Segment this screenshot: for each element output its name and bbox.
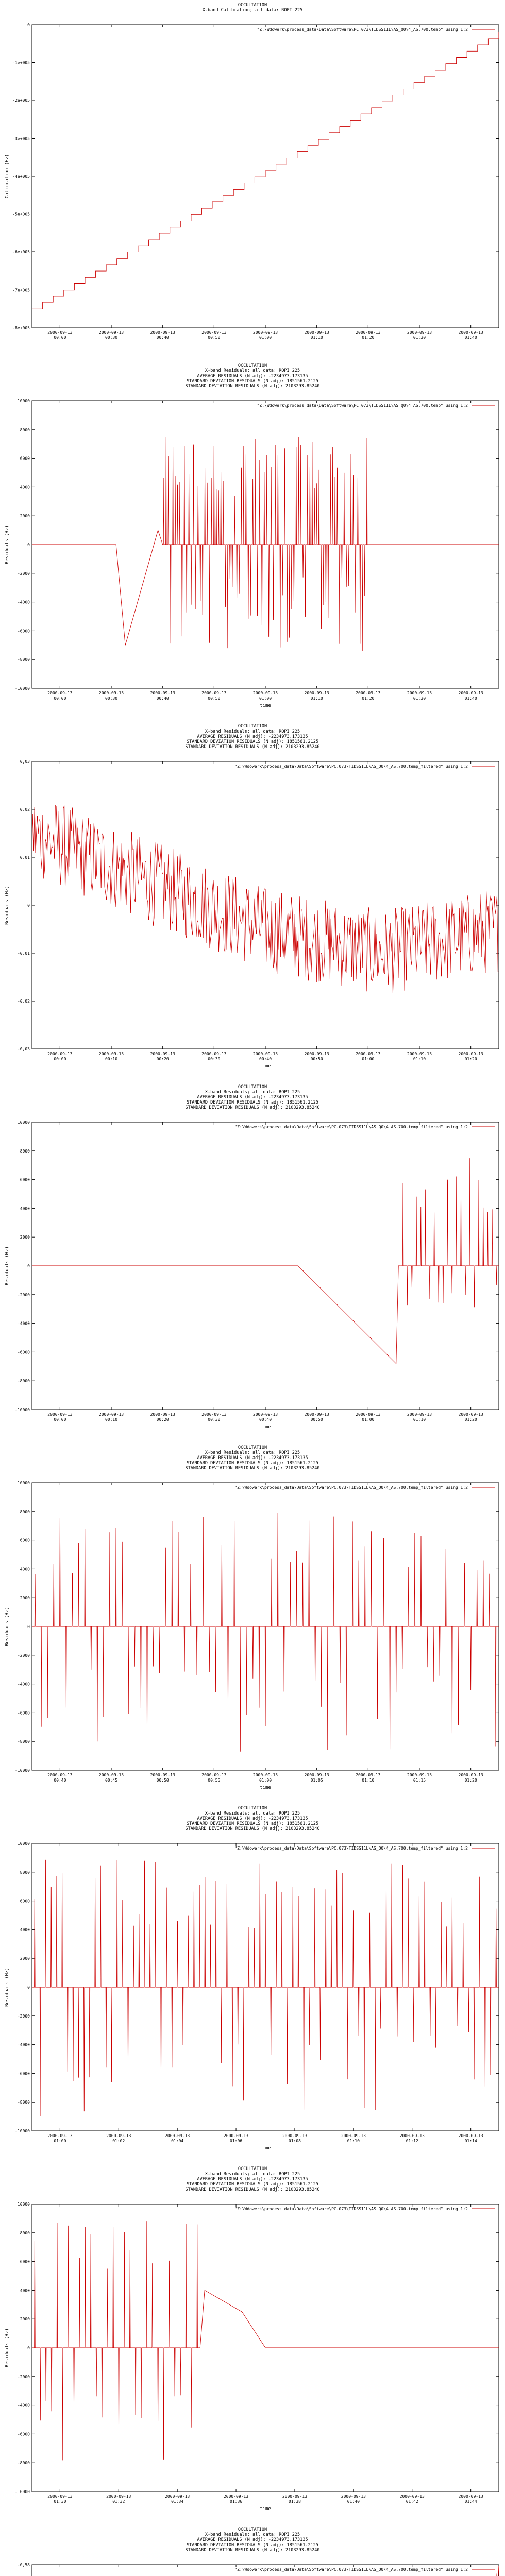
- y-tick-label: -4e+005: [12, 174, 30, 179]
- chart-title-line: X-band Residuals; all data: ROPI 225: [205, 2172, 300, 2177]
- legend-label: "Z:\Wdowerk\process_data\Data\Software\PC.073\TIDSS11L\AS_Q0\4_AS.700.temp_filtered" using 1:2: [234, 764, 468, 769]
- x-tick-label: 00:40: [156, 335, 169, 340]
- y-axis-label: Residuals (Hz): [5, 886, 10, 925]
- x-tick-label: 01:02: [112, 2139, 125, 2143]
- x-tick-label: 01:14: [464, 2139, 477, 2143]
- y-tick-label: 0: [27, 1985, 30, 1990]
- chart-title-line: AVERAGE RESIDUALS (N adj): -2234973.173135: [197, 1455, 308, 1461]
- chart-title-line: X-band Calibration; all data: ROPI 225: [202, 8, 303, 13]
- y-tick-label: -4000: [17, 1682, 30, 1687]
- x-tick-label: 2000-09-13: [304, 691, 329, 696]
- x-tick-label: 2000-09-13: [458, 1773, 483, 1777]
- data-series-line: [32, 1266, 401, 1364]
- y-tick-label: 4000: [20, 485, 30, 490]
- y-tick-label: -8e+005: [12, 326, 30, 330]
- x-tick-label: 2000-09-13: [407, 691, 432, 696]
- x-tick-label: 2000-09-13: [47, 1773, 73, 1777]
- x-tick-label: 00:30: [105, 696, 118, 701]
- chart-title-line: OCCULTATION: [238, 2527, 267, 2532]
- chart-title-line: OCCULTATION: [238, 1084, 267, 1090]
- x-tick-label: 01:34: [171, 2499, 184, 2504]
- x-tick-label: 2000-09-13: [47, 2133, 73, 2138]
- chart-title-line: STANDARD DEVIATION RESIDUALS (N adj): 2103293.85240: [185, 1105, 320, 1110]
- y-tick-label: 4000: [20, 1927, 30, 1933]
- chart-title-line: X-band Residuals; all data: ROPI 225: [205, 368, 300, 374]
- x-tick-label: 01:38: [288, 2499, 301, 2504]
- x-tick-label: 01:20: [464, 1778, 477, 1783]
- y-tick-label: 0: [27, 543, 30, 547]
- chart-title-line: STANDARD DEVIATION RESIDUALS (N adj): 1851561.2125: [187, 379, 318, 384]
- y-tick-label: 10000: [17, 1481, 30, 1485]
- y-tick-label: -0,01: [17, 951, 30, 956]
- x-tick-label: 2000-09-13: [106, 2133, 131, 2138]
- y-tick-label: -0,03: [17, 1047, 30, 1052]
- x-tick-label: 2000-09-13: [201, 1412, 227, 1417]
- x-tick-label: 01:00: [54, 2139, 66, 2143]
- x-tick-label: 2000-09-13: [304, 1773, 329, 1777]
- x-tick-label: 01:40: [464, 335, 477, 340]
- y-tick-label: -8000: [17, 1739, 30, 1744]
- chart-panel-1: [5, 3, 499, 340]
- chart-panel-2: [5, 363, 499, 708]
- chart-title-line: OCCULTATION: [238, 1445, 267, 1450]
- chart-title-line: STANDARD DEVIATION RESIDUALS (N adj): 2103293.85240: [185, 2548, 320, 2553]
- y-tick-label: -0,58: [17, 2563, 30, 2567]
- y-axis-label: Residuals (Hz): [5, 2328, 10, 2367]
- x-tick-label: 01:05: [310, 1778, 323, 1783]
- x-tick-label: 01:08: [288, 2139, 301, 2143]
- x-tick-label: 01:00: [259, 1778, 272, 1783]
- x-tick-label: 2000-09-13: [458, 2133, 483, 2138]
- x-tick-label: 00:50: [208, 696, 221, 701]
- y-tick-label: -8000: [17, 657, 30, 663]
- chart-title-line: STANDARD DEVIATION RESIDUALS (N adj): 2103293.85240: [185, 2187, 320, 2192]
- y-tick-label: -4000: [17, 1321, 30, 1326]
- chart-title-line: STANDARD DEVIATION RESIDUALS (N adj): 1851561.2125: [187, 739, 318, 744]
- chart-title-line: AVERAGE RESIDUALS (N adj): -2234973.173135: [197, 734, 308, 739]
- legend-label: "Z:\Wdowerk\process_data\Data\Software\PC.073\TIDSS11L\AS_Q0\4_AS.700.temp_filtered" using 1:2: [234, 1485, 468, 1490]
- y-tick-label: 8000: [20, 1870, 30, 1875]
- chart-title-line: OCCULTATION: [238, 3, 267, 8]
- x-tick-label: 2000-09-13: [47, 1052, 73, 1056]
- y-tick-label: 0,02: [20, 807, 30, 812]
- x-tick-label: 00:00: [54, 335, 66, 340]
- x-axis-label: time: [260, 1785, 271, 1790]
- x-tick-label: 2000-09-13: [407, 1412, 432, 1417]
- y-tick-label: -10000: [15, 686, 30, 691]
- y-tick-label: 0: [27, 903, 30, 908]
- series-group: [32, 2221, 499, 2460]
- y-axis-label: Calibration (Hz): [5, 154, 10, 199]
- x-tick-label: 2000-09-13: [201, 1052, 227, 1056]
- x-tick-label: 01:12: [406, 2139, 418, 2143]
- y-tick-label: 0: [27, 23, 30, 27]
- x-tick-label: 2000-09-13: [47, 2494, 73, 2499]
- x-tick-label: 00:40: [54, 1778, 66, 1783]
- series-group: [32, 1860, 499, 2116]
- series-group: [32, 1513, 499, 1752]
- y-tick-label: 6000: [20, 1899, 30, 1904]
- data-series-line: [32, 806, 499, 993]
- x-tick-label: 2000-09-13: [458, 1052, 483, 1056]
- x-tick-label: 00:40: [259, 1057, 272, 1061]
- x-tick-label: 2000-09-13: [282, 2133, 308, 2138]
- x-tick-label: 2000-09-13: [356, 1052, 381, 1056]
- x-tick-label: 01:36: [230, 2499, 243, 2504]
- x-tick-label: 01:20: [464, 1057, 477, 1061]
- y-tick-label: -6000: [17, 2071, 30, 2076]
- x-tick-label: 2000-09-13: [150, 330, 175, 335]
- chart-title-line: AVERAGE RESIDUALS (N adj): -2234973.173135: [197, 2537, 308, 2543]
- x-tick-label: 01:40: [464, 696, 477, 701]
- chart-panel-6: [5, 1806, 499, 2151]
- y-tick-label: -2000: [17, 1653, 30, 1658]
- x-tick-label: 01:10: [413, 1417, 426, 1422]
- x-tick-label: 2000-09-13: [252, 330, 278, 335]
- chart-title-line: OCCULTATION: [238, 724, 267, 729]
- y-tick-label: 0: [27, 1264, 30, 1268]
- y-axis-label: Residuals (Hz): [5, 525, 10, 564]
- y-axis-label: Residuals (Hz): [5, 1968, 10, 2007]
- legend-label: "Z:\Wdowerk\process_data\Data\Software\PC.073\TIDSS11L\AS_Q0\4_AS.700.temp_filtered" using 1:2: [234, 2567, 468, 2572]
- y-tick-label: 8000: [20, 2230, 30, 2235]
- x-tick-label: 00:30: [208, 1417, 221, 1422]
- x-tick-label: 01:00: [362, 1057, 375, 1061]
- chart-title-line: STANDARD DEVIATION RESIDUALS (N adj): 1851561.2125: [187, 1821, 318, 1826]
- x-tick-label: 00:40: [156, 696, 169, 701]
- y-tick-label: 10000: [17, 399, 30, 403]
- x-tick-label: 2000-09-13: [252, 691, 278, 696]
- x-tick-label: 01:10: [310, 696, 323, 701]
- chart-title-line: STANDARD DEVIATION RESIDUALS (N adj): 2103293.85240: [185, 1826, 320, 1832]
- y-tick-label: 0: [27, 2346, 30, 2350]
- x-tick-label: 2000-09-13: [282, 2494, 308, 2499]
- x-axis-label: time: [260, 703, 271, 708]
- chart-title-line: STANDARD DEVIATION RESIDUALS (N adj): 2103293.85240: [185, 744, 320, 750]
- chart-title-line: X-band Residuals; all data: ROPI 225: [205, 729, 300, 734]
- x-axis-label: time: [260, 1425, 271, 1430]
- y-tick-label: -1e+005: [12, 60, 30, 65]
- x-axis-label: time: [260, 1064, 271, 1069]
- y-tick-label: 8000: [20, 1509, 30, 1514]
- x-tick-label: 2000-09-13: [356, 330, 381, 335]
- y-tick-label: 4000: [20, 1567, 30, 1572]
- x-tick-label: 2000-09-13: [399, 2133, 425, 2138]
- x-tick-label: 2000-09-13: [399, 2494, 425, 2499]
- x-axis-label: time: [260, 2506, 271, 2512]
- y-tick-label: 0,03: [20, 759, 30, 764]
- x-tick-label: 2000-09-13: [165, 2494, 190, 2499]
- chart-title-line: X-band Residuals; all data: ROPI 225: [205, 1811, 300, 1816]
- x-tick-label: 2000-09-13: [98, 691, 124, 696]
- y-tick-label: 6000: [20, 1177, 30, 1182]
- chart-panel-5: [5, 1445, 499, 1790]
- chart-title-line: STANDARD DEVIATION RESIDUALS (N adj): 2103293.85240: [185, 384, 320, 389]
- y-tick-label: -4000: [17, 2403, 30, 2408]
- x-tick-label: 2000-09-13: [47, 1412, 73, 1417]
- y-tick-label: 8000: [20, 427, 30, 432]
- x-tick-label: 2000-09-13: [356, 691, 381, 696]
- y-tick-label: -3e+005: [12, 136, 30, 141]
- legend-label: "Z:\Wdowerk\process_data\Data\Software\PC.073\TIDSS11L\AS_Q0\4_AS.700.temp" using 1:2: [257, 27, 468, 32]
- x-tick-label: 2000-09-13: [356, 1773, 381, 1777]
- chart-title-line: X-band Residuals; all data: ROPI 225: [205, 1450, 300, 1455]
- x-tick-label: 00:50: [310, 1417, 323, 1422]
- y-tick-label: -2000: [17, 571, 30, 576]
- y-tick-label: 2000: [20, 2317, 30, 2322]
- chart-title-line: STANDARD DEVIATION RESIDUALS (N adj): 1851561.2125: [187, 1461, 318, 1466]
- legend-label: "Z:\Wdowerk\process_data\Data\Software\PC.073\TIDSS11L\AS_Q0\4_AS.700.temp_filtered" using 1:2: [234, 1125, 468, 1129]
- x-tick-label: 2000-09-13: [356, 1412, 381, 1417]
- x-tick-label: 2000-09-13: [47, 330, 73, 335]
- x-tick-label: 00:20: [156, 1417, 169, 1422]
- chart-title-line: STANDARD DEVIATION RESIDUALS (N adj): 1851561.2125: [187, 2543, 318, 2548]
- x-tick-label: 2000-09-13: [150, 1052, 175, 1056]
- x-tick-label: 01:32: [112, 2499, 125, 2504]
- x-tick-label: 01:10: [347, 2139, 360, 2143]
- x-tick-label: 2000-09-13: [304, 1052, 329, 1056]
- x-tick-label: 2000-09-13: [201, 691, 227, 696]
- x-tick-label: 2000-09-13: [201, 330, 227, 335]
- x-tick-label: 2000-09-13: [252, 1052, 278, 1056]
- data-series-line: [401, 1158, 499, 1307]
- x-tick-label: 00:00: [54, 1057, 66, 1061]
- y-tick-label: 6000: [20, 2259, 30, 2264]
- x-tick-label: 00:30: [208, 1057, 221, 1061]
- chart-title-line: STANDARD DEVIATION RESIDUALS (N adj): 1851561.2125: [187, 2182, 318, 2187]
- x-tick-label: 2000-09-13: [304, 330, 329, 335]
- data-series-line: [163, 437, 368, 651]
- data-series-line: [32, 2221, 200, 2460]
- x-tick-label: 01:42: [406, 2499, 418, 2504]
- y-tick-label: 8000: [20, 1148, 30, 1154]
- y-axis-label: Residuals (Hz): [5, 1246, 10, 1285]
- y-tick-label: 0: [27, 1624, 30, 1629]
- x-tick-label: 2000-09-13: [341, 2133, 366, 2138]
- series-group: [32, 32, 499, 309]
- y-tick-label: 0,01: [20, 855, 30, 860]
- chart-panel-8: [5, 2527, 499, 2576]
- series-group: [32, 1158, 499, 1364]
- x-tick-label: 01:04: [171, 2139, 184, 2143]
- x-tick-label: 00:55: [208, 1778, 221, 1783]
- chart-title-line: AVERAGE RESIDUALS (N adj): -2234973.173135: [197, 1816, 308, 1821]
- y-tick-label: -6000: [17, 1350, 30, 1355]
- x-tick-label: 01:00: [259, 696, 272, 701]
- x-tick-label: 2000-09-13: [223, 2494, 249, 2499]
- x-tick-label: 01:30: [413, 335, 426, 340]
- y-tick-label: 10000: [17, 2202, 30, 2207]
- y-tick-label: 4000: [20, 1206, 30, 1211]
- data-series-line: [32, 32, 499, 309]
- x-tick-label: 2000-09-13: [407, 330, 432, 335]
- series-group: [32, 806, 499, 993]
- y-tick-label: -6e+005: [12, 250, 30, 255]
- x-tick-label: 01:30: [54, 2499, 66, 2504]
- x-tick-label: 2000-09-13: [458, 691, 483, 696]
- chart-title-line: STANDARD DEVIATION RESIDUALS (N adj): 2103293.85240: [185, 1466, 320, 1471]
- y-tick-label: -6000: [17, 1710, 30, 1716]
- data-series-line: [32, 1513, 499, 1752]
- y-tick-label: 4000: [20, 2288, 30, 2293]
- x-tick-label: 00:10: [105, 1057, 118, 1061]
- chart-title-line: STANDARD DEVIATION RESIDUALS (N adj): 1851561.2125: [187, 1100, 318, 1105]
- data-series-line: [200, 2290, 499, 2348]
- x-tick-label: 00:30: [105, 335, 118, 340]
- y-tick-label: -0,02: [17, 999, 30, 1004]
- y-tick-label: -4000: [17, 600, 30, 605]
- x-tick-label: 2000-09-13: [458, 2494, 483, 2499]
- x-tick-label: 2000-09-13: [98, 1773, 124, 1777]
- x-tick-label: 01:06: [230, 2139, 243, 2143]
- chart-title-line: AVERAGE RESIDUALS (N adj): -2234973.173135: [197, 1095, 308, 1100]
- x-tick-label: 2000-09-13: [165, 2133, 190, 2138]
- y-axis-label: Residuals (Hz): [5, 1607, 10, 1646]
- chart-title-line: OCCULTATION: [238, 363, 267, 368]
- chart-title-line: OCCULTATION: [238, 1806, 267, 1811]
- x-tick-label: 2000-09-13: [150, 1412, 175, 1417]
- x-tick-label: 2000-09-13: [98, 1412, 124, 1417]
- y-tick-label: -8000: [17, 2461, 30, 2466]
- chart-panel-4: [5, 1084, 499, 1430]
- x-tick-label: 01:00: [362, 1417, 375, 1422]
- y-tick-label: -5e+005: [12, 212, 30, 217]
- x-tick-label: 2000-09-13: [341, 2494, 366, 2499]
- x-tick-label: 01:10: [362, 1778, 375, 1783]
- x-tick-label: 2000-09-13: [407, 1773, 432, 1777]
- chart-panel-3: [5, 724, 499, 1069]
- chart-title-line: AVERAGE RESIDUALS (N adj): -2234973.173135: [197, 2177, 308, 2182]
- x-tick-label: 2000-09-13: [304, 1412, 329, 1417]
- y-tick-label: -7e+005: [12, 287, 30, 293]
- y-tick-label: -2000: [17, 2374, 30, 2379]
- y-tick-label: -2000: [17, 2013, 30, 2019]
- x-tick-label: 01:44: [464, 2499, 477, 2504]
- x-tick-label: 2000-09-13: [98, 330, 124, 335]
- x-tick-label: 01:10: [310, 335, 323, 340]
- y-tick-label: -6000: [17, 629, 30, 634]
- y-tick-label: -8000: [17, 1379, 30, 1384]
- x-tick-label: 01:30: [413, 696, 426, 701]
- data-series-line: [32, 530, 163, 645]
- x-tick-label: 2000-09-13: [47, 691, 73, 696]
- x-tick-label: 00:40: [259, 1417, 272, 1422]
- legend-label: "Z:\Wdowerk\process_data\Data\Software\PC.073\TIDSS11L\AS_Q0\4_AS.700.temp" using 1:2: [257, 403, 468, 408]
- chart-title-line: X-band Residuals; all data: ROPI 225: [205, 1090, 300, 1095]
- x-tick-label: 01:40: [347, 2499, 360, 2504]
- x-tick-label: 2000-09-13: [98, 1052, 124, 1056]
- chart-title-line: AVERAGE RESIDUALS (N adj): -2234973.173135: [197, 374, 308, 379]
- x-tick-label: 2000-09-13: [458, 330, 483, 335]
- x-tick-label: 2000-09-13: [252, 1412, 278, 1417]
- x-tick-label: 00:50: [310, 1057, 323, 1061]
- x-tick-label: 00:50: [156, 1778, 169, 1783]
- y-tick-label: -8000: [17, 2100, 30, 2105]
- x-tick-label: 2000-09-13: [150, 1773, 175, 1777]
- y-tick-label: -4000: [17, 2042, 30, 2047]
- x-tick-label: 01:00: [259, 335, 272, 340]
- x-tick-label: 00:10: [105, 1417, 118, 1422]
- y-tick-label: -10000: [15, 1408, 30, 1412]
- x-axis-label: time: [260, 2146, 271, 2151]
- x-tick-label: 01:20: [362, 335, 375, 340]
- x-tick-label: 2000-09-13: [223, 2133, 249, 2138]
- x-tick-label: 2000-09-13: [150, 691, 175, 696]
- chart-title-line: X-band Residuals; all data: ROPI 225: [205, 2532, 300, 2537]
- data-series-line: [32, 1860, 499, 2116]
- y-tick-label: -10000: [15, 1768, 30, 1773]
- x-tick-label: 00:50: [208, 335, 221, 340]
- chart-title-line: OCCULTATION: [238, 2166, 267, 2172]
- legend-label: "Z:\Wdowerk\process_data\Data\Software\PC.073\TIDSS11L\AS_Q0\4_AS.700.temp_filtered" using 1:2: [234, 2207, 468, 2211]
- x-tick-label: 2000-09-13: [201, 1773, 227, 1777]
- y-tick-label: 6000: [20, 1538, 30, 1543]
- x-tick-label: 00:45: [105, 1778, 118, 1783]
- y-tick-label: -6000: [17, 2432, 30, 2437]
- y-tick-label: 10000: [17, 1841, 30, 1846]
- y-tick-label: -10000: [15, 2129, 30, 2133]
- x-tick-label: 00:00: [54, 696, 66, 701]
- series-group: [32, 437, 499, 651]
- x-tick-label: 01:15: [413, 1778, 426, 1783]
- y-tick-label: -2e+005: [12, 98, 30, 103]
- chart-panel-7: [5, 2166, 499, 2512]
- x-tick-label: 2000-09-13: [252, 1773, 278, 1777]
- x-tick-label: 00:20: [156, 1057, 169, 1061]
- x-tick-label: 01:20: [464, 1417, 477, 1422]
- x-tick-label: 00:00: [54, 1417, 66, 1422]
- y-tick-label: 6000: [20, 456, 30, 461]
- x-tick-label: 2000-09-13: [458, 1412, 483, 1417]
- x-tick-label: 2000-09-13: [106, 2494, 131, 2499]
- x-tick-label: 2000-09-13: [407, 1052, 432, 1056]
- y-tick-label: -10000: [15, 2489, 30, 2494]
- y-tick-label: 10000: [17, 1120, 30, 1125]
- legend-label: "Z:\Wdowerk\process_data\Data\Software\PC.073\TIDSS11L\AS_Q0\4_AS.700.temp_filtered" using 1:2: [234, 1846, 468, 1851]
- y-tick-label: -2000: [17, 1292, 30, 1297]
- y-tick-label: 2000: [20, 1235, 30, 1240]
- x-tick-label: 01:20: [362, 696, 375, 701]
- x-tick-label: 01:10: [413, 1057, 426, 1061]
- y-tick-label: 2000: [20, 1956, 30, 1961]
- y-tick-label: 2000: [20, 514, 30, 519]
- y-tick-label: 2000: [20, 1596, 30, 1601]
